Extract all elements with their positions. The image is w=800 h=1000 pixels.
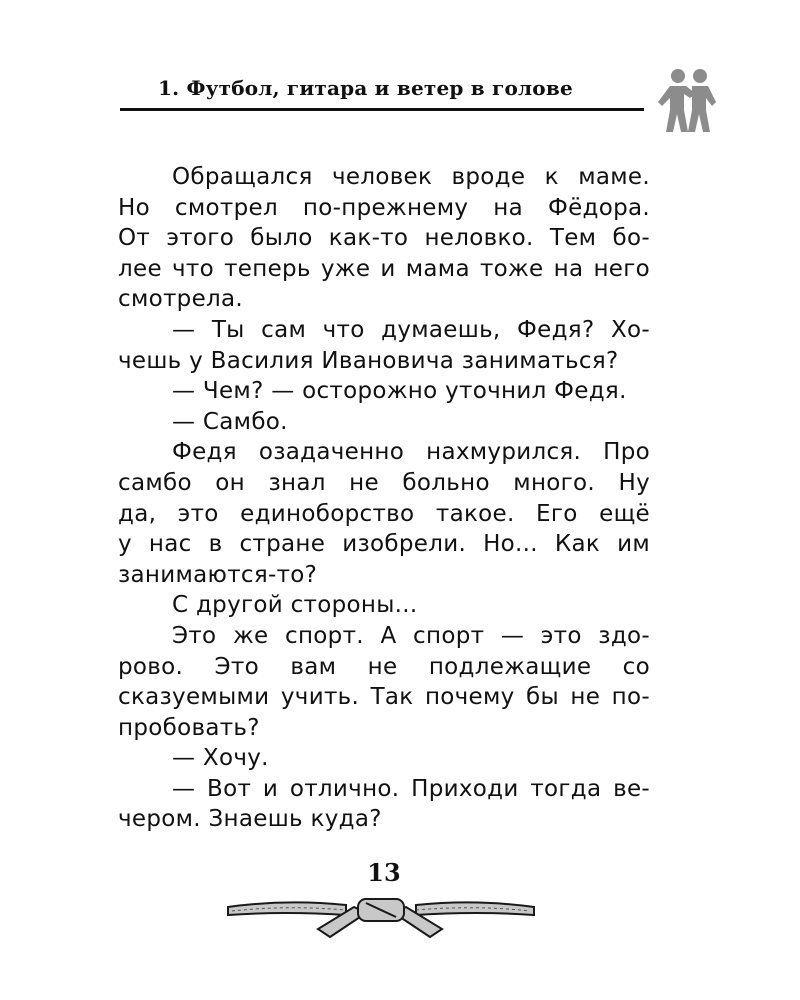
text-line: чешь у Василия Ивановича заниматься? (118, 347, 619, 374)
text-line: — Ты сам что думаешь, Федя? Хо- (172, 316, 650, 343)
text-line: чером. Знаешь куда? (118, 806, 382, 833)
text-line: пробовать? (118, 714, 260, 741)
text-line: лее что теперь уже и мама тоже на него (118, 255, 650, 282)
text-line: самбо он знал не больно много. Ну (118, 469, 650, 496)
text-line: — Самбо. (172, 408, 288, 435)
belt-knot-ornament (226, 893, 536, 943)
text-line: сказуемыми учить. Так почему бы не по- (118, 684, 650, 711)
page-number: 13 (367, 858, 401, 887)
chapter-title: 1. Футбол, гитара и ветер в голове (158, 76, 573, 100)
text-line: С другой стороны... (172, 592, 418, 619)
text-line: — Вот и отлично. Приходи тогда ве- (172, 775, 650, 802)
text-line: занимаются-то? (118, 561, 318, 588)
text-line: От этого было как-то неловко. Тем бо- (118, 225, 650, 252)
text-line: Но смотрел по-прежнему на Фёдора. (118, 194, 650, 221)
text-line: Это же спорт. А спорт — это здо- (172, 622, 650, 649)
text-line: у нас в стране изобрели. Но... Как им (118, 531, 650, 558)
text-line: смотрела. (118, 286, 244, 313)
text-line: Федя озадаченно нахмурился. Про (172, 439, 650, 466)
text-line: рово. Это вам не подлежащие со (118, 653, 650, 680)
wrestlers-icon (656, 66, 718, 136)
body-text (118, 162, 650, 835)
text-line: да, это единоборство такое. Его ещё (118, 500, 650, 527)
text-line: Обращался человек вроде к маме. (172, 164, 650, 190)
text-line: — Чем? — осторожно уточнил Федя. (172, 378, 627, 405)
text-line: — Хочу. (172, 745, 269, 772)
running-header (120, 74, 644, 111)
